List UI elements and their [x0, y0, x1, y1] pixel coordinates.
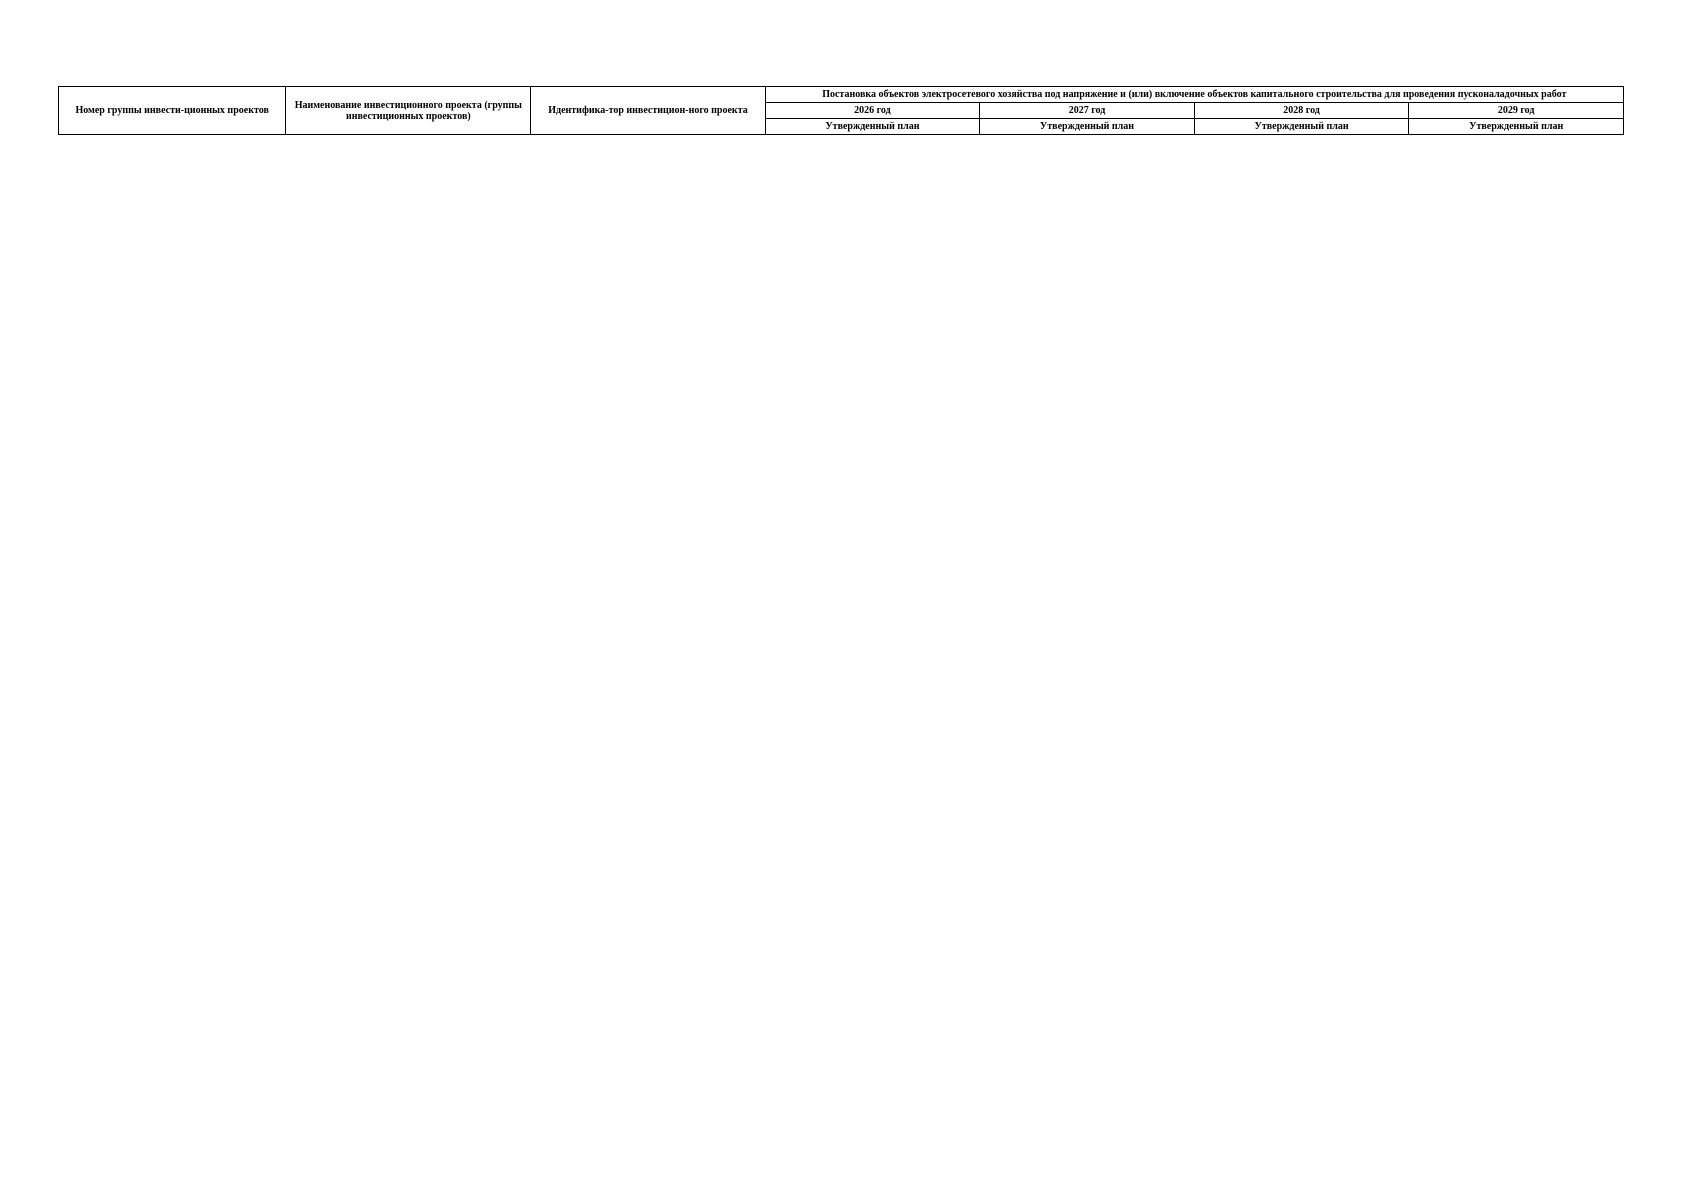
group-number-header: Номер группы инвести-ционных проектов: [59, 87, 286, 135]
plan-header: Утвержденный план: [765, 119, 980, 135]
table-title: Постановка объектов электросетевого хозяйства под напряжение и (или) включение объектов капитального строительства для проведения пусконаладочных работ: [765, 87, 1623, 103]
investment-table: [58, 86, 1624, 135]
plan-header: Утвержденный план: [1409, 119, 1624, 135]
year-header: 2028 год: [1194, 103, 1409, 119]
year-header: 2027 год: [980, 103, 1195, 119]
plan-header: Утвержденный план: [980, 119, 1195, 135]
project-name-header: Наименование инвестиционного проекта (группы инвестиционных проектов): [286, 87, 531, 135]
project-id-header: Идентифика-тор инвестицион-ного проекта: [531, 87, 765, 135]
document-page: [58, 86, 1624, 135]
year-header: 2026 год: [765, 103, 980, 119]
year-header: 2029 год: [1409, 103, 1624, 119]
plan-header: Утвержденный план: [1194, 119, 1409, 135]
